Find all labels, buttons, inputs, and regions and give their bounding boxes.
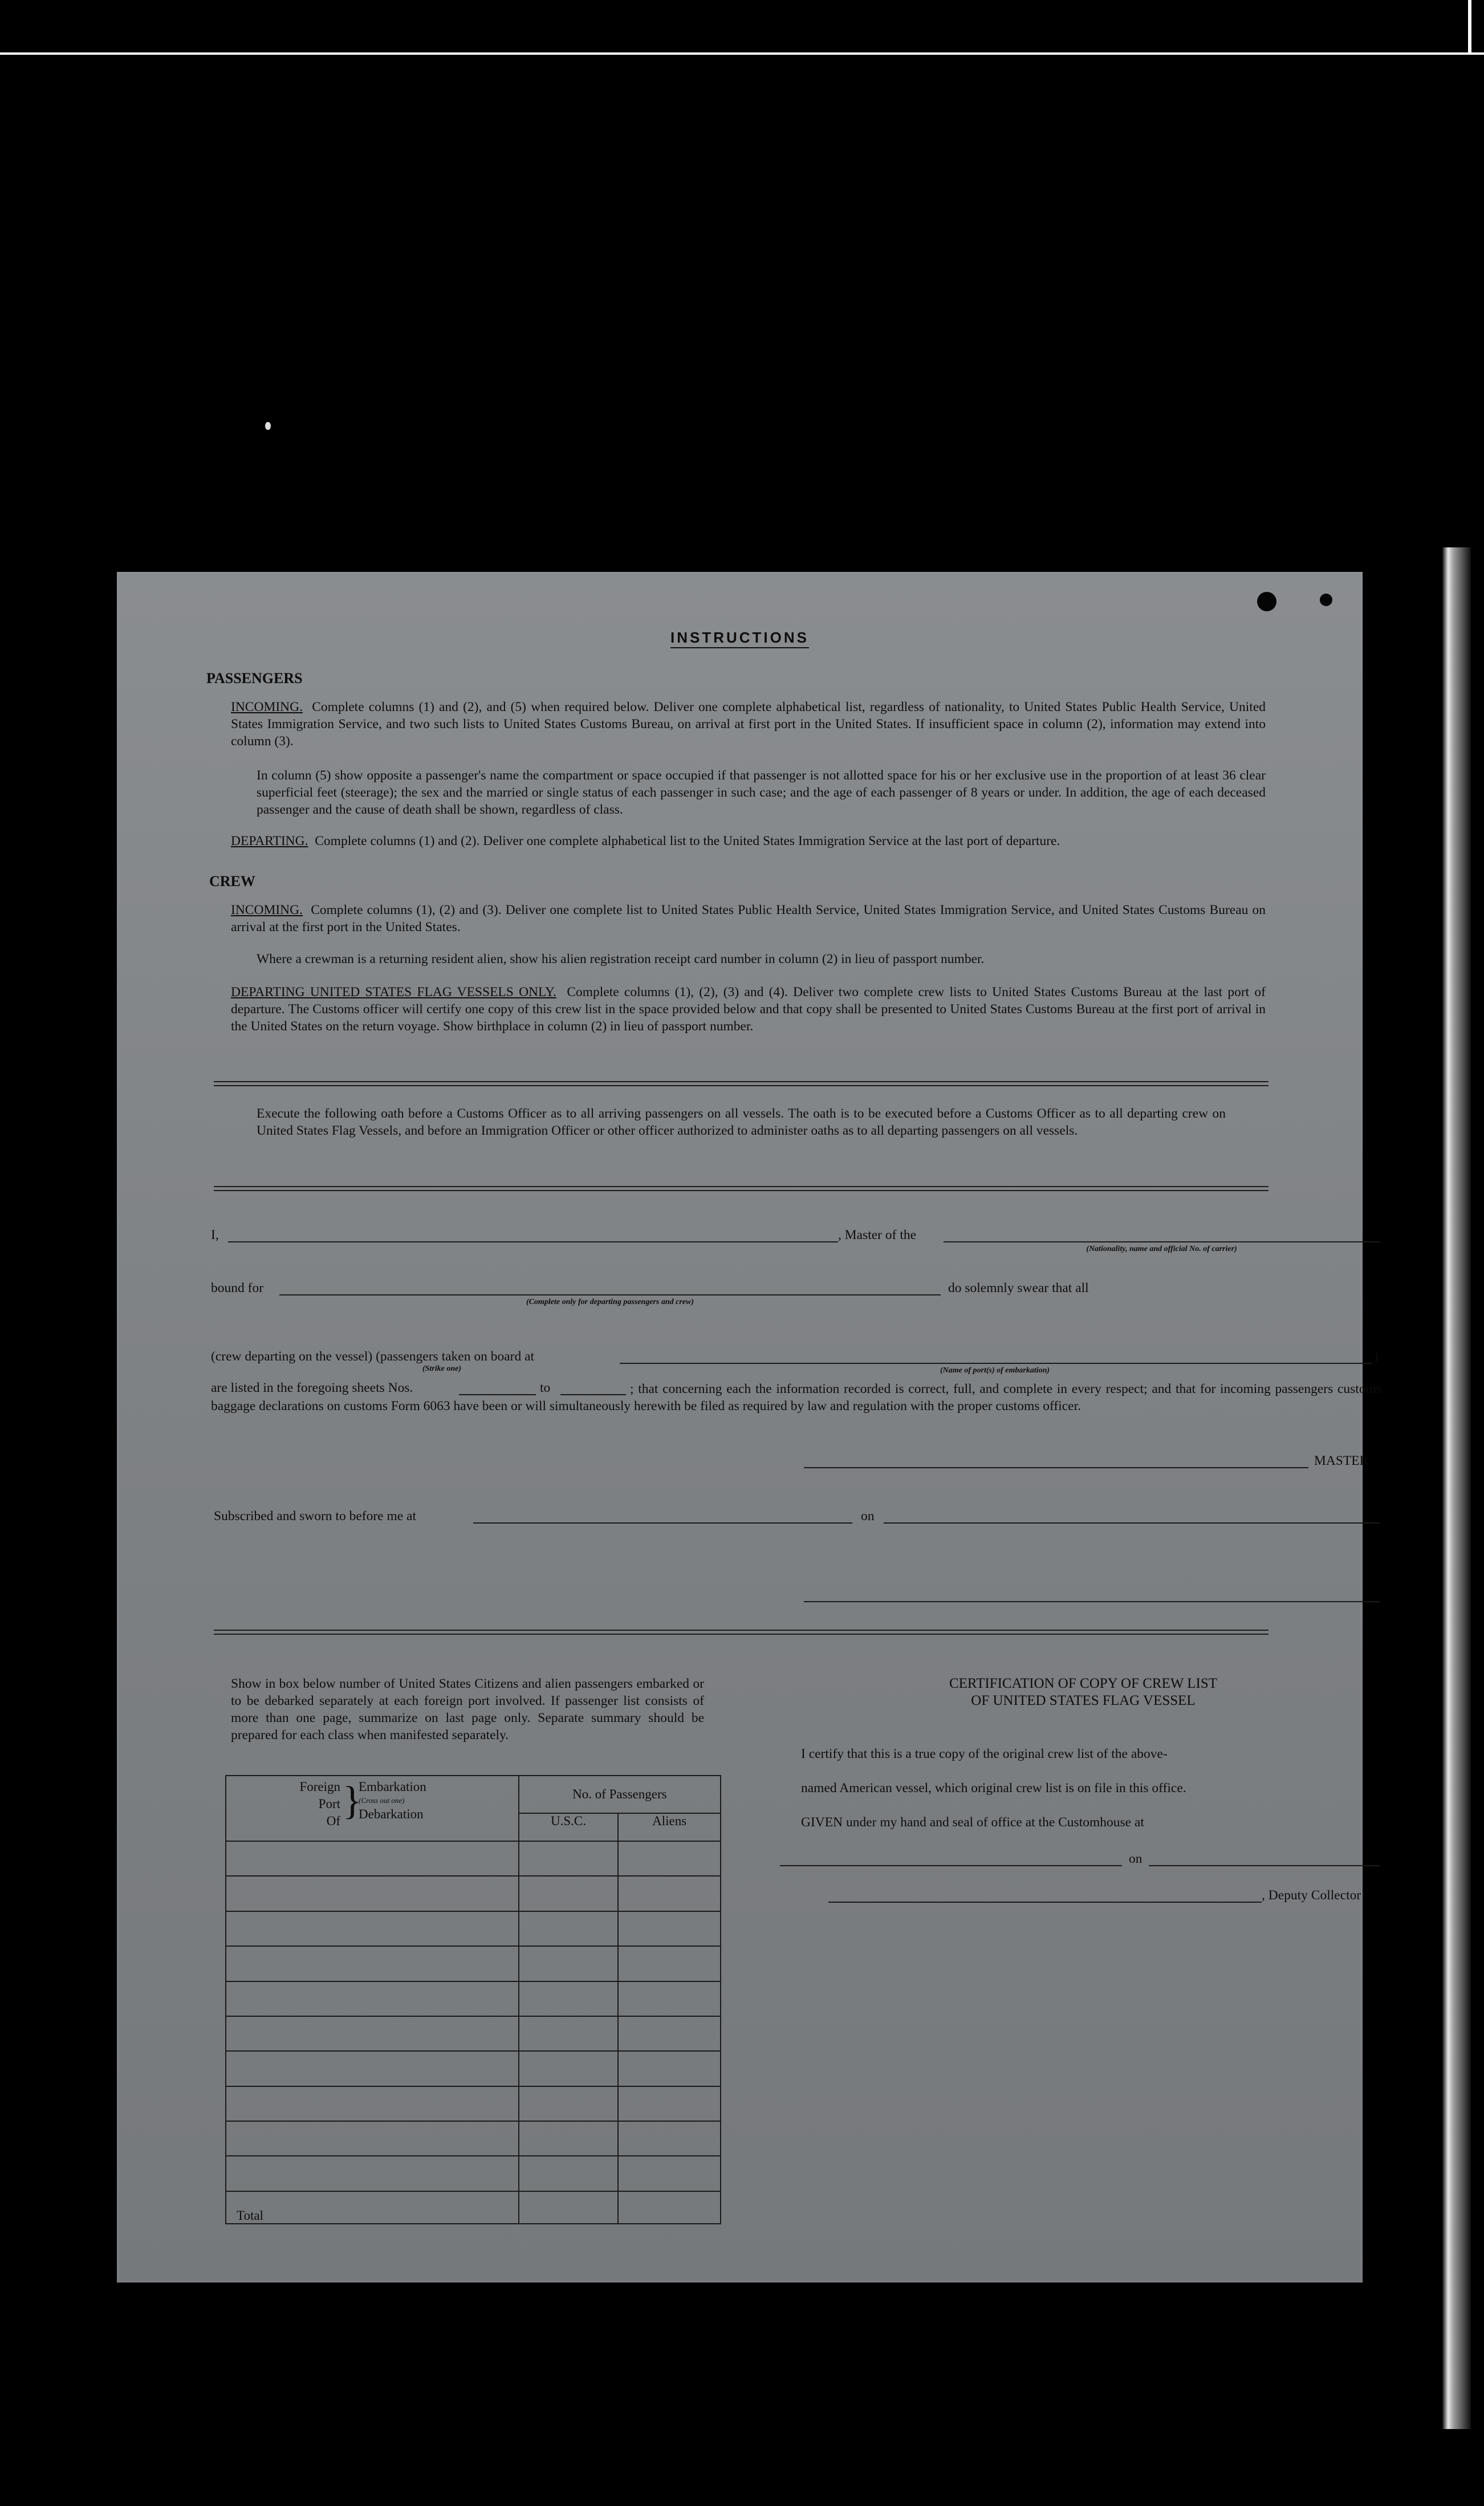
usc-cell[interactable] [519,1946,619,1981]
crew-incoming-label: INCOMING. [231,903,303,917]
usc-cell[interactable] [519,2086,619,2121]
usc-cell[interactable] [519,2051,619,2086]
master-of-label: , Master of the [838,1228,917,1242]
swear-label: do solemnly swear that all [948,1281,1089,1295]
of-label: Of [326,1814,340,1828]
usc-header: U.S.C. [519,1813,619,1841]
certify-line2: named American vessel, which original crew list is on file in this office. [801,1781,1186,1796]
passengers-departing-text: Complete columns (1) and (2). Deliver one complete alphabetical list to the United States Immigration Service at the last port of departure. [315,834,1060,848]
aliens-header: Aliens [618,1813,721,1841]
section-divider [214,1186,1268,1191]
certify-line3: GIVEN under my hand and seal of office at the Customhouse at [801,1815,1144,1830]
crew-departing-label: DEPARTING UNITED STATES FLAG VESSELS ONLY. [231,985,556,1000]
master-name-field[interactable] [228,1241,838,1242]
passenger-summary-table [225,1775,721,2224]
sheets-statement: ; that concerning each the information recorded is correct, full, and complete in every respect; and that for incoming passengers customs baggage declarations on customs Form 6063 have been or will simultaneously herewith be filed as required by law and regulation with the proper customs officer. [211,1382,1381,1414]
brace: } [343,1779,362,1823]
port-cell[interactable] [226,1876,519,1911]
aliens-cell[interactable] [618,1876,721,1911]
officer-signature-field[interactable] [804,1601,1380,1602]
section-divider [214,1630,1268,1635]
certification-title-line1: CERTIFICATION OF COPY OF CREW LIST [949,1676,1218,1691]
film-frame-mark [1468,0,1471,52]
port-cell[interactable] [226,1981,519,2016]
embarkation-label: Embarkation [359,1780,426,1794]
aliens-cell[interactable] [618,1841,721,1876]
certify-date-field[interactable] [1149,1865,1380,1866]
crew-departing-text: Complete columns (1), (2), (3) and (4). Deliver two complete crew lists to United States Customs Bureau at the last port of departure. The Customs officer will certify one copy of this crew list in the space provided below and that copy shall be presented to United States Customs Bureau at the first port of arrival in the United States on the return voyage. Show birthplace in column (2) in lieu of passport number. [231,985,1266,1034]
debarkation-label: Debarkation [359,1807,424,1821]
aliens-cell[interactable] [618,2051,721,2086]
close-paren: ) [1374,1349,1379,1364]
port-cell[interactable] [226,2121,519,2156]
cross-out-label: (Cross out one) [359,1796,405,1805]
master-signature-field[interactable] [804,1467,1308,1468]
port-column-header [226,1776,519,1841]
certify-line1: I certify that this is a true copy of the original crew list of the above- [801,1747,1168,1761]
page-title: INSTRUCTIONS [117,629,1363,647]
aliens-cell[interactable] [618,2086,721,2121]
sworn-on-label: on [861,1509,875,1524]
usc-total-cell[interactable] [519,2191,619,2224]
crew-returning-paragraph: Where a crewman is a returning resident alien, show his alien registration receipt card number in column (2) in lieu of passport number. [257,952,985,966]
bound-for-caption: (Complete only for departing passengers and crew) [526,1298,694,1306]
port-cell[interactable] [226,2051,519,2086]
usc-cell[interactable] [519,2121,619,2156]
deputy-collector-label: , Deputy Collector [1262,1888,1361,1903]
sworn-place-field[interactable] [473,1522,852,1524]
usc-cell[interactable] [519,1911,619,1946]
usc-cell[interactable] [519,2016,619,2051]
carrier-field[interactable] [944,1241,1380,1242]
column5-paragraph: In column (5) show opposite a passenger's name the compartment or space occupied if that passenger is not allotted space for his or her exclusive use in the proportion of at least 36 clear superficial feet (steerage); the sex and the married or single status of each passenger in such case; and the age of each passenger of 8 years or under. In addition, the age of each deceased passenger and the cause of death shall be shown, regardless of class. [257,768,1266,817]
oath-i-label: I, [211,1228,219,1242]
customhouse-field[interactable] [780,1865,1122,1866]
film-frame-line [0,52,1484,55]
passengers-departing-paragraph [231,832,1266,850]
embarkation-ports-field[interactable] [620,1363,1372,1364]
passengers-incoming-label: INCOMING. [231,700,303,714]
adjacent-sheet-edge [1442,547,1471,2429]
sheets-label: are listed in the foregoing sheets Nos. [211,1380,413,1395]
usc-cell[interactable] [519,1841,619,1876]
punch-hole [1257,592,1276,611]
dust-speck [265,422,271,430]
foreign-label: Foreign [299,1780,340,1794]
passengers-incoming-paragraph [231,698,1266,750]
subscribed-label: Subscribed and sworn to before me at [214,1509,417,1524]
deputy-signature-field[interactable] [828,1902,1262,1903]
bound-for-field[interactable] [279,1294,941,1295]
port-cell[interactable] [226,2016,519,2051]
no-passengers-header: No. of Passengers [519,1776,721,1813]
usc-cell[interactable] [519,2156,619,2191]
form-sheet [117,572,1381,2282]
port-cell[interactable] [226,2156,519,2191]
usc-cell[interactable] [519,1876,619,1911]
passengers-heading: PASSENGERS [206,670,303,687]
total-label: Total [237,2208,263,2223]
certification-title [795,1675,1371,1709]
oath-instruction: Execute the following oath before a Customs Officer as to all arriving passengers on all vessels. The oath is to be executed before a Customs Officer as to all departing crew on United States Flag Vessels, and before an Immigration Officer or other officer authorized to administer oaths as to all departing passengers on all vessels. [257,1106,1226,1138]
strike-caption: (Strike one) [422,1364,462,1373]
to-label: to [540,1380,551,1395]
aliens-total-cell[interactable] [618,2191,721,2224]
port-label: Port [318,1797,340,1811]
certify-on-label: on [1129,1851,1143,1866]
total-label-cell [226,2191,519,2224]
port-cell[interactable] [226,1841,519,1876]
crew-passengers-label: (crew departing on the vessel) (passengers taken on board at [211,1349,535,1364]
section-divider [214,1081,1268,1086]
punch-hole [1320,594,1332,606]
carrier-caption: (Nationality, name and official No. of carrier) [1086,1245,1237,1253]
aliens-cell[interactable] [618,1981,721,2016]
port-cell[interactable] [226,1946,519,1981]
aliens-cell[interactable] [618,2156,721,2191]
crew-departing-paragraph [231,984,1266,1035]
crew-incoming-paragraph [231,901,1266,936]
passengers-incoming-text: Complete columns (1) and (2), and (5) when required below. Deliver one complete alphabetical list, regardless of nationality, to United States Public Health Service, United States Immigration Service, and two such lists to United States Customs Bureau, on arrival at first port in the United States. If insufficient space in column (2), information may extend into column (3). [231,700,1266,749]
passengers-departing-label: DEPARTING. [231,834,308,848]
summary-instruction: Show in box below number of United States Citizens and alien passengers embarked or to be debarked separately at each foreign port involved. If passenger list consists of more than one page, summarize on last page only. Separate summary should be prepared for each class when manifested separately. [231,1676,704,1743]
bound-for-label: bound for [211,1281,264,1295]
aliens-cell[interactable] [618,2121,721,2156]
usc-cell[interactable] [519,1981,619,2016]
aliens-cell[interactable] [618,1911,721,1946]
master-label: MASTER [1314,1453,1369,1468]
crew-heading: CREW [209,873,255,890]
crew-incoming-text: Complete columns (1), (2) and (3). Deliver one complete list to United States Public Health Service, United States Immigration Service, and United States Customs Bureau on arrival at the first port in the United States. [231,903,1266,935]
aliens-cell[interactable] [618,2016,721,2051]
port-cell[interactable] [226,1911,519,1946]
port-cell[interactable] [226,2086,519,2121]
sworn-date-field[interactable] [884,1522,1380,1524]
ports-caption: (Name of port(s) of embarkation) [940,1366,1050,1375]
aliens-cell[interactable] [618,1946,721,1981]
certification-title-line2: OF UNITED STATES FLAG VESSEL [971,1693,1196,1708]
